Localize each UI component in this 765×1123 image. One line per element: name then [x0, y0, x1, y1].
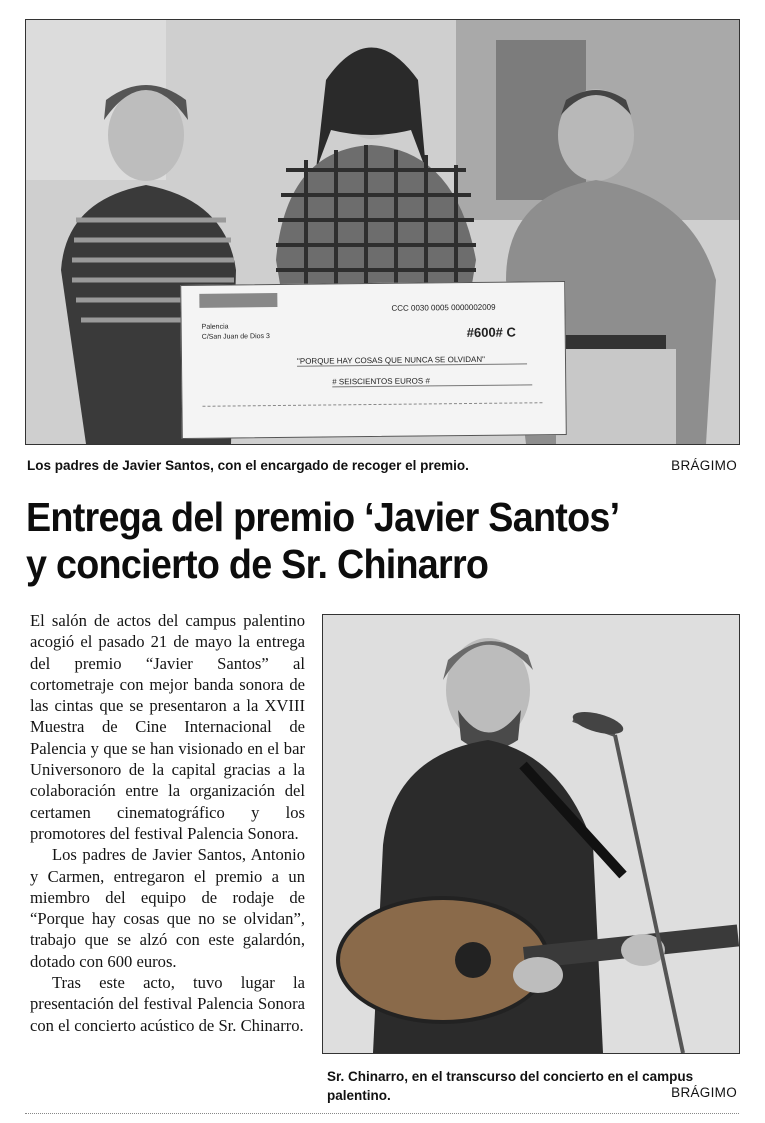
bottom-divider: [25, 1113, 739, 1114]
article-paragraph: Tras este acto, tuvo lugar la presentación del festival Palencia Sonora con el concierto acústico de Sr. Chinarro.: [30, 973, 305, 1035]
award-photo-caption: Los padres de Javier Santos, con el encargado de recoger el premio.: [27, 458, 469, 473]
concert-photo-credit: BRÁGIMO: [671, 1085, 737, 1100]
headline: [26, 494, 707, 588]
concert-photo-caption: Sr. Chinarro, en el transcurso del concierto en el campus palentino.: [327, 1069, 694, 1103]
prize-cheque: [180, 281, 567, 439]
cheque-bank-place: Palencia: [201, 323, 229, 331]
headline-line-1: Entrega del premio ‘Javier Santos’: [26, 494, 620, 540]
award-photo-credit: BRÁGIMO: [671, 458, 737, 473]
award-photo: [25, 19, 740, 445]
article-paragraph: Los padres de Javier Santos, Antonio y Carmen, entregaron el premio a un miembro del equipo de rodaje de “Porque hay cosas que no se olvidan”, trabajo que se alzó con este galardón, dotado con 600 euros.: [30, 845, 305, 971]
cheque-bank-logo: [199, 293, 277, 308]
article-body: [30, 610, 305, 1036]
cheque-amount: #600# C: [466, 324, 516, 341]
concert-photo-illustration: [323, 615, 739, 1053]
headline-line-2: y concierto de Sr. Chinarro: [26, 541, 489, 587]
cheque-ccc-line: CCC 0030 0005 0000002009: [391, 302, 496, 313]
cheque-bank-address: C/San Juan de Dios 3: [201, 333, 270, 341]
cheque-payee: "PORQUE HAY COSAS QUE NUNCA SE OLVIDAN": [297, 354, 527, 366]
cheque-line: [202, 402, 542, 407]
cheque-amount-words: # SEISCIENTOS EUROS #: [332, 375, 532, 387]
article-paragraph: El salón de actos del campus palentino acogió el pasado 21 de mayo la entrega del premio “Javier Santos” al cortometraje con mejor banda sonora de las cintas que se presentaron a la XVIII Muestra de Cine Internacional de Palencia y que se han visionado en el bar Universonoro de la capital gracias a la colaboración entre la organización del certamen cinematográfico y los promotores del festival Palencia Sonora.: [30, 611, 305, 843]
concert-photo: [322, 614, 740, 1054]
